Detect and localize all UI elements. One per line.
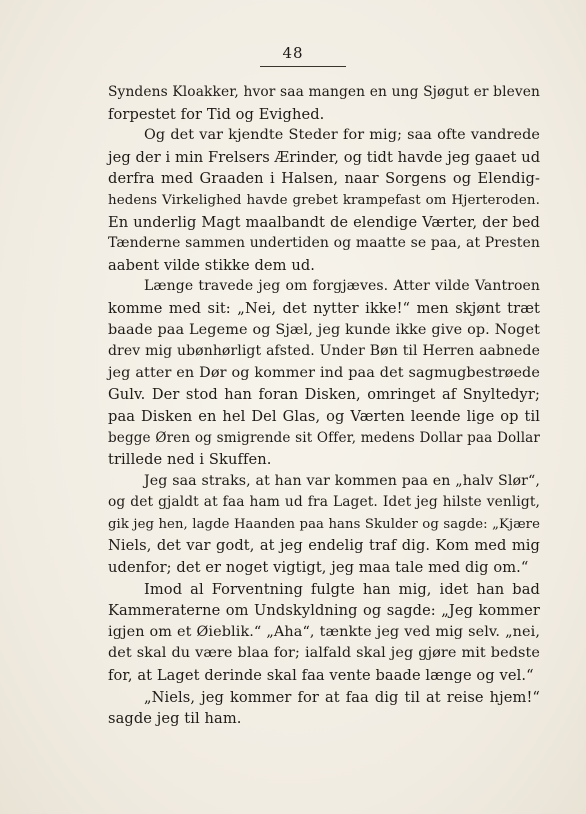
text-line: Imod al Forventning fulgte han mig, idet han bad xyxy=(144,580,540,598)
text-line: og det gjaldt at faa ham ud fra Laget. Idet jeg hilste venligt, xyxy=(108,494,540,511)
text-line: jeg der i min Frelsers Ærinder, og tidt havde jeg gaaet ud xyxy=(108,148,541,166)
text-line: udenfor; det er noget vigtigt, jeg maa tale med dig om.“ xyxy=(108,559,529,577)
text-line: Syndens Kloakker, hvor saa mangen en ung Sjøgut er bleven xyxy=(108,84,540,100)
text-line: Jeg saa straks, at han var kommen paa en „halv Slør“, xyxy=(144,472,540,489)
page-number: 48 xyxy=(282,44,304,62)
text-line: „Niels, jeg kommer for at faa dig til at reise hjem!“ xyxy=(144,688,540,706)
text-line: Kammeraterne om Undskyldning og sagde: „Jeg kommer xyxy=(108,602,540,620)
text-line: paa Disken en hel Del Glas, og Værten leende lige op til xyxy=(108,407,540,425)
text-line: trillede ned i Skuffen. xyxy=(108,451,272,469)
text-line: det skal du være blaa for; ialfald skal jeg gjøre mit bedste xyxy=(108,645,540,662)
text-line: gik jeg hen, lagde Haanden paa hans Skulder og sagde: „Kjære xyxy=(108,516,540,532)
text-line: Tænderne sammen undertiden og maatte se paa, at Presten xyxy=(108,235,540,252)
text-line: aabent vilde stikke dem ud. xyxy=(108,256,315,274)
text-line: komme med sit: „Nei, det nytter ikke!“ men skjønt træt xyxy=(108,299,540,317)
text-line: sagde jeg til ham. xyxy=(108,710,242,728)
text-line: for, at Laget derinde skal faa vente baade længe og vel.“ xyxy=(108,667,534,685)
text-line: Niels, det var godt, at jeg endelig traf dig. Kom med mig xyxy=(108,537,540,555)
text-line: Længe travede jeg om forgjæves. Atter vilde Vantroen xyxy=(144,278,540,295)
text-line: hedens Virkelighed havde grebet krampefast om Hjerteroden. xyxy=(108,192,540,208)
text-line: En underlig Magt maalbandt de elendige Værter, der bed xyxy=(108,213,540,231)
text-line: drev mig ubønhørligt afsted. Under Bøn til Herren aabnede xyxy=(108,343,540,360)
text-line: baade paa Legeme og Sjæl, jeg kunde ikke give op. Noget xyxy=(108,321,540,338)
text-line: derfra med Graaden i Halsen, naar Sorgens og Elendig- xyxy=(108,170,540,188)
body-text xyxy=(108,82,540,730)
text-line: Og det var kjendte Steder for mig; saa ofte vandrede xyxy=(144,127,540,144)
header-rule xyxy=(260,66,346,67)
text-line: igjen om et Øieblik.“ „Aha“, tænkte jeg ved mig selv. „nei, xyxy=(108,623,540,640)
text-line: Gulv. Der stod han foran Disken, omringet af Snyltedyr; xyxy=(108,386,540,404)
text-line: forpestet for Tid og Evighed. xyxy=(108,105,325,123)
text-line: begge Øren og smigrende sit Offer, medens Dollar paa Dollar xyxy=(108,429,540,446)
text-line: jeg atter en Dør og kommer ind paa det sagmugbestrøede xyxy=(108,364,540,381)
